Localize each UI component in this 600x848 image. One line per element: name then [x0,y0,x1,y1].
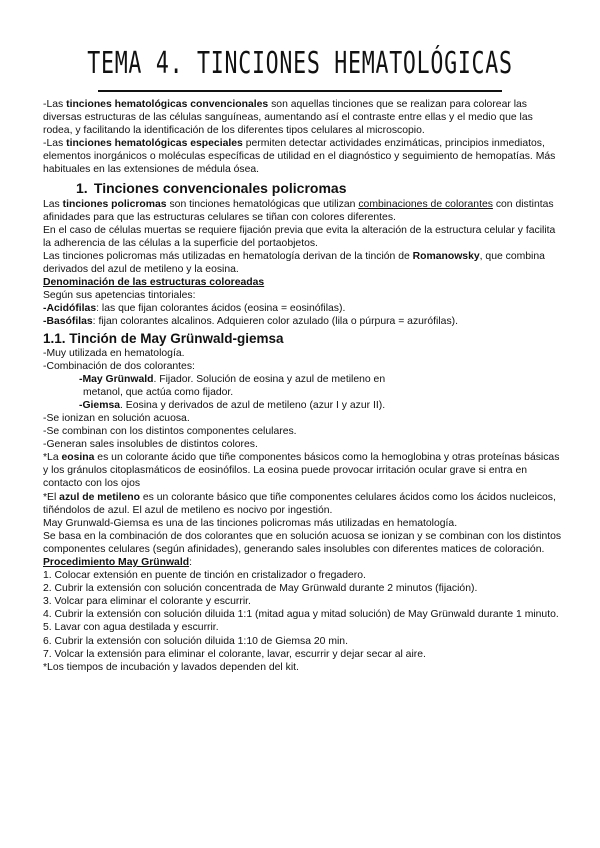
procedure-step: 4. Cubrir la extensión con solución diluida 1:1 (mitad agua y mitad solución) de May Grünwald durante 1 minuto. [43,609,559,621]
denominacion-intro: Según sus apetencias tintoriales: [43,290,196,302]
procedure-step: 7. Volcar la extensión para eliminar el colorante, lavar, escurrir y dejar secar al aire. [43,648,426,660]
procedure-step: 6. Cubrir la extensión con solución diluida 1:10 de Giemsa 20 min. [43,635,348,647]
page-title: TEMA 4. TINCIONES HEMATOLÓGICAS [87,46,513,81]
list-item: -Muy utilizada en hematología. [43,347,185,359]
giemsa-item: -Giemsa. Eosina y derivados de azul de metileno (azur I y azur II). [79,399,386,411]
intro-paragraph-special: -Las tinciones hematológicas especiales permiten detectar actividades enzimáticas, principios inmediatos, elementos inorgánicos o moléculas específicas de utilidad en el diagnóstico y seguimiento de hemopatías. Más habituales en las extensiones de médula ósea. [43,138,556,176]
mgg-paragraph: May Grunwald-Giemsa es una de las tinciones policromas más utilizadas en hematología. [43,517,458,529]
fixation-paragraph: En el caso de células muertas se requiere fijación previa que evita la alteración de la estructura celular y facilita la adherencia de las células a la superficie del portaobjetos. [43,224,556,249]
denominacion-heading: Denominación de las estructuras coloreadas [43,277,265,289]
title-underline [98,90,502,92]
procedure-heading: Procedimiento May Grünwald: [43,557,192,568]
list-item: -Se combinan con los distintos componentes celulares. [43,426,297,438]
eosina-note: *La eosina es un colorante ácido que tiñe componentes básicos como la hemoglobina y otras proteínas básicas y los gránulos citoplasmáticos de eosinófilos. La eosina puede provocar irritación ocular grave si entra en contacto con los ojos [43,452,560,490]
may-grunwald-item-cont: metanol, que actúa como fijador. [83,386,234,398]
intro-paragraph-conventional: -Las tinciones hematológicas convencionales son aquellas tinciones que se realizan para colorear las diversas estructuras de las células sanguíneas, aumentando así el contraste entre ellas y el medio que las rodea, y facilitando la identificación de los diferentes tipos celulares al microscopio. [43,99,533,137]
section-1-1-heading: 1.1. Tinción de May Grünwald-giemsa [43,330,284,346]
may-grunwald-item: -May Grünwald. Fijador. Solución de eosina y azul de metileno en [79,373,386,385]
procedure-step: 3. Volcar para eliminar el colorante y escurrir. [43,596,251,608]
mgg-basis-paragraph: Se basa en la combinación de dos colorantes que en solución acuosa se ionizan y se combinan con los distintos componentes celulares (según afinidades), generando sales insolubles con diferentes matices de coloración. [43,530,562,555]
azul-metileno-note: *El azul de metileno es un colorante básico que tiñe componentes celulares ácidos como los ácidos nucleicos, tiñéndolos de azul. El azul de metileno es nocivo por ingestión. [43,491,556,516]
document-body [43,98,563,674]
romanowsky-paragraph: Las tinciones policromas más utilizadas en hematología derivan de la tinción de Romanowsky, que combina derivados del azul de metileno y la eosina. [43,250,545,276]
procedure-step: 2. Cubrir la extensión con solución concentrada de May Grünwald durante 2 minutos (fijación). [43,583,478,595]
policromas-paragraph: Las tinciones policromas son tinciones hematológicas que utilizan combinaciones de colorantes con distintas afinidades para que las estructuras celulares se tiñan con colores diferentes. [43,198,554,223]
acidofilas-item: -Acidófilas: las que fijan colorantes ácidos (eosina = eosinófilas). [43,303,346,315]
procedure-note: *Los tiempos de incubación y lavados dependen del kit. [43,661,299,673]
list-item: -Combinación de dos colorantes: [43,360,195,372]
section-1-heading: 1. Tinciones convencionales policromas [76,179,347,196]
basofilas-item: -Basófilas: fijan colorantes alcalinos. Adquieren color azulado (lila o púrpura = azurófilas). [43,316,458,328]
procedure-step: 1. Colocar extensión en puente de tinción en cristalizador o fregadero. [43,570,366,582]
procedure-step: 5. Lavar con agua destilada y escurrir. [43,622,219,634]
list-item: -Se ionizan en solución acuosa. [43,412,190,424]
list-item: -Generan sales insolubles de distintos colores. [43,439,258,451]
